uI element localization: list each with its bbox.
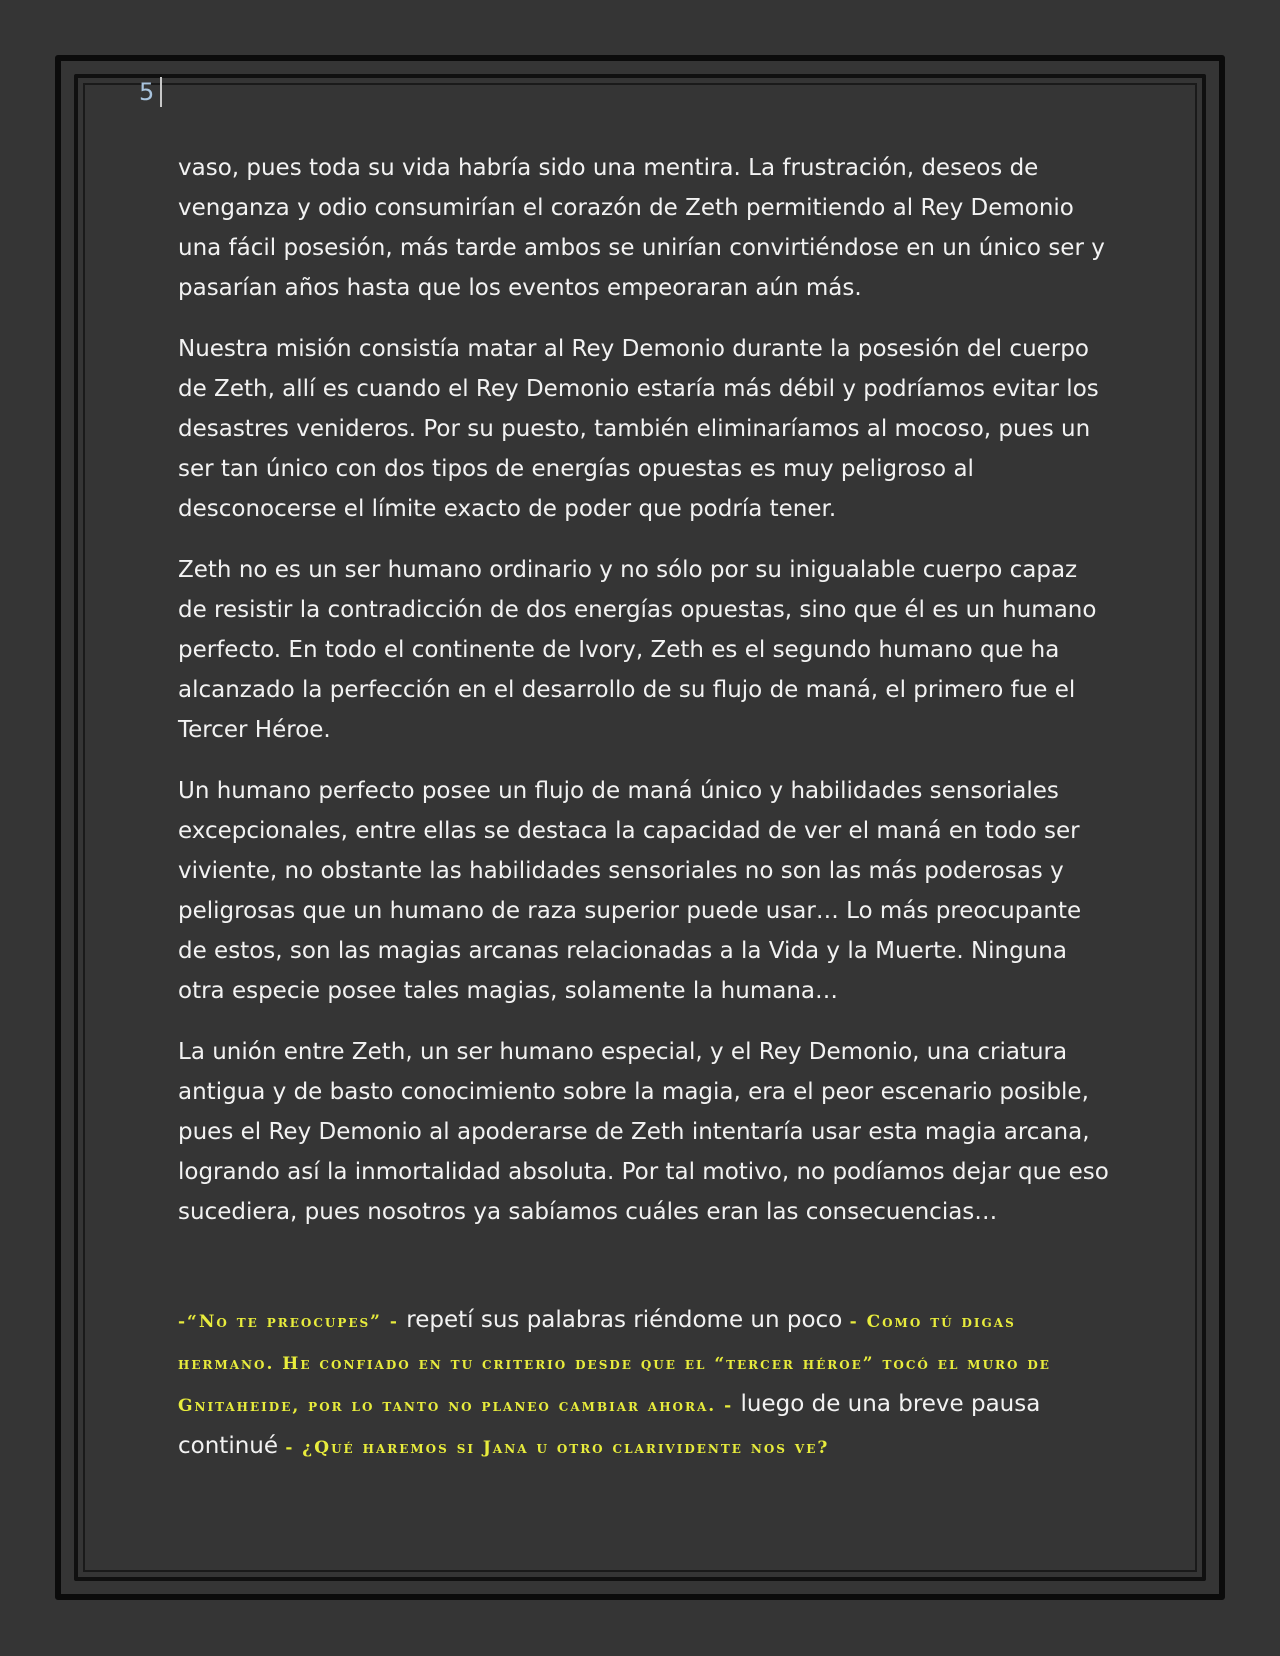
dialogue-block	[178, 1300, 1113, 1468]
dialogue-narration: repetí sus palabras riéndome un poco	[398, 1307, 850, 1333]
dialogue-speech: -“No te preocupes” -	[178, 1312, 399, 1332]
paragraph: La unión entre Zeth, un ser humano especial, y el Rey Demonio, una criatura antigua y de basto conocimiento sobre la magia, era el peor escenario posible, pues el Rey Demonio al apoderarse de Zeth intentaría usar esta magia arcana, logrando así la inmortalidad absoluta. Por tal motivo, no podíamos dejar que eso sucediera, pues nosotros ya sabíamos cuáles eran las consecuencias…	[178, 1039, 1109, 1225]
dialogue-speech: - Como tú digas hermano. He confiado en tu criterio desde que el “tercer héroe” tocó el muro de Gnitaheide, por lo tanto no planeo cambiar ahora. -	[178, 1312, 1051, 1416]
paragraph: Un humano perfecto posee un flujo de maná único y habilidades sensoriales excepcionales, entre ellas se destaca la capacidad de ver el maná en todo ser viviente, no obstante las habilidades sensoriales no son las más poderosas y peligrosas que un humano de raza superior puede usar… Lo más preocupante de estos, son las magias arcanas relacionadas a la Vida y la Muerte. Ninguna otra especie posee tales magias, solamente la humana…	[178, 778, 1082, 1004]
paragraph: Zeth no es un ser humano ordinario y no sólo por su inigualable cuerpo capaz de resistir la contradicción de dos energías opuestas, sino que él es un humano perfecto. En todo el continente de Ivory, Zeth es el segundo humano que ha alcanzado la perfección en el desarrollo de su flujo de maná, el primero fue el Tercer Héroe.	[178, 557, 1097, 743]
paragraph: Nuestra misión consistía matar al Rey Demonio durante la posesión del cuerpo de Zeth, allí es cuando el Rey Demonio estaría más débil y podríamos evitar los desastres venideros. Por su puesto, también eliminaríamos al mocoso, pues un ser tan único con dos tipos de energías opuestas es muy peligroso al desconocerse el límite exacto de poder que podría tener.	[178, 336, 1099, 522]
page-number: 5	[139, 77, 162, 107]
paragraph: vaso, pues toda su vida habría sido una mentira. La frustración, deseos de venganza y odio consumirían el corazón de Zeth permitiendo al Rey Demonio una fácil posesión, más tarde ambos se unirían convirtiéndose en un único ser y pasarían años hasta que los eventos empeoraran aún más.	[178, 155, 1105, 301]
page-content	[178, 148, 1113, 1468]
dialogue-narration: luego de una breve pausa continué	[178, 1391, 1041, 1459]
dialogue-speech: - ¿Qué haremos si Jana u otro clarividente nos ve?	[285, 1438, 830, 1458]
